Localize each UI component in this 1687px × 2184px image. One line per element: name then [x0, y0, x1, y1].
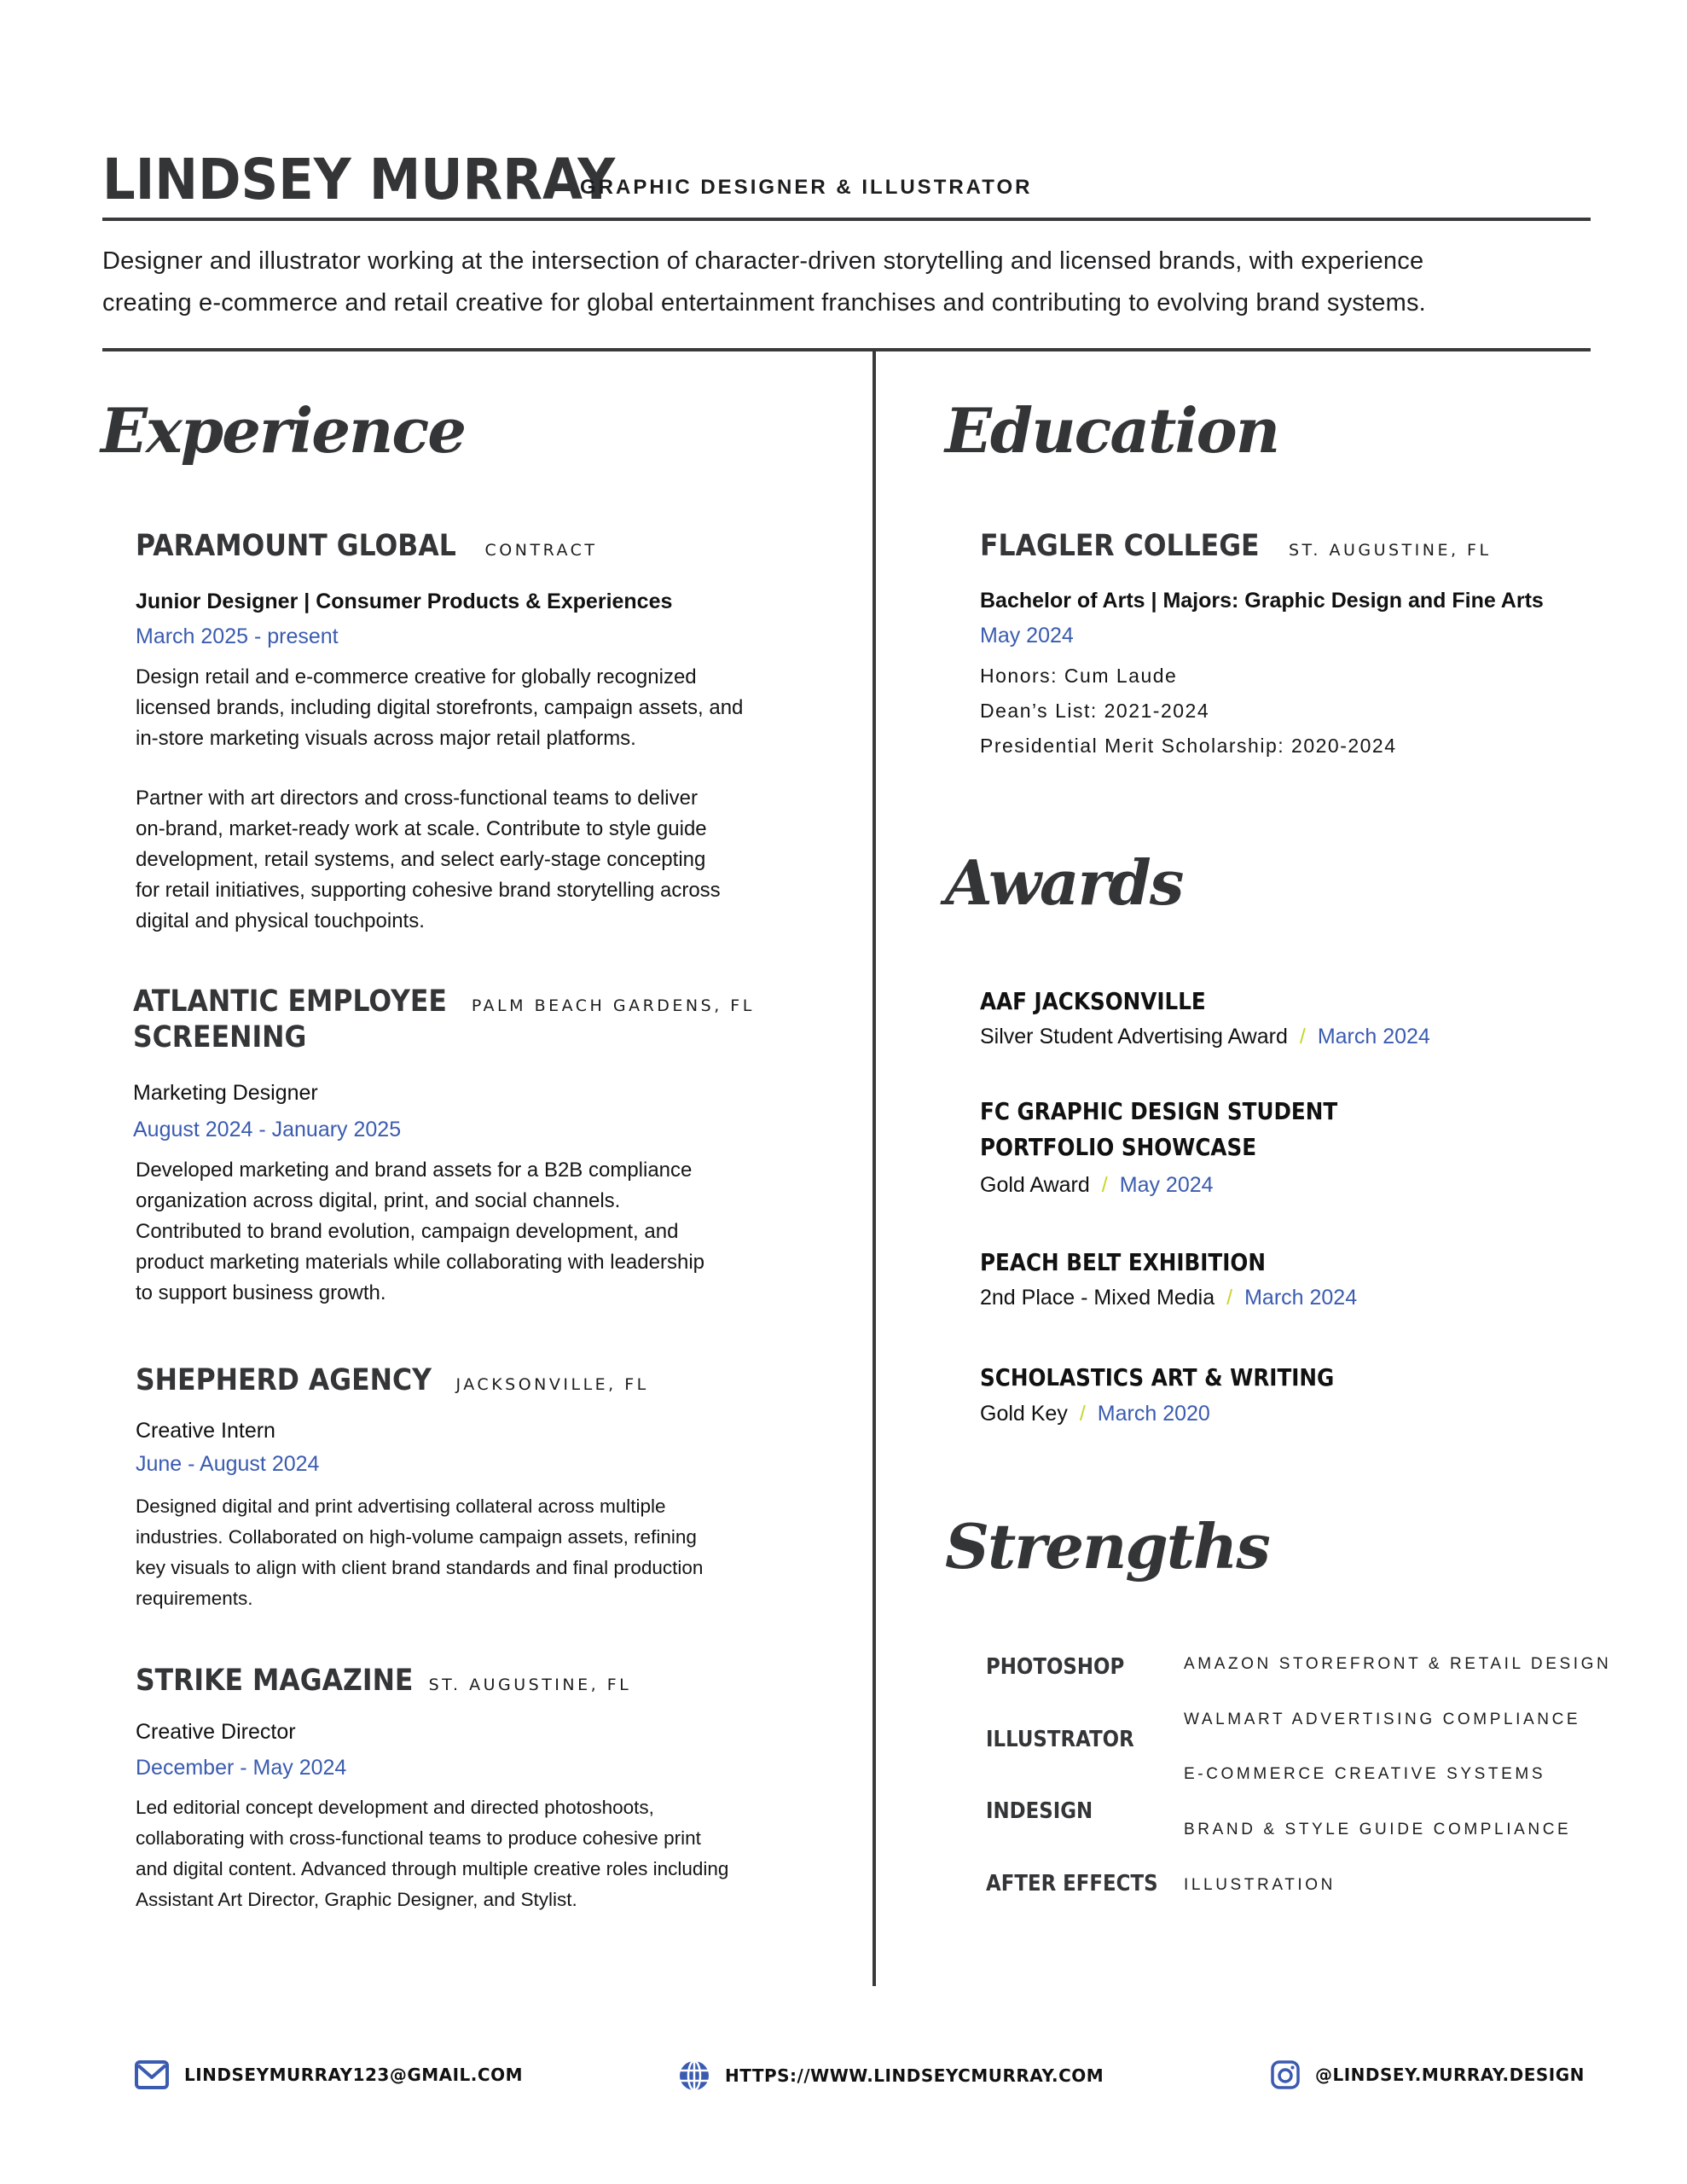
desc-line: industries. Collaborated on high-volume campaign assets, refining — [136, 1526, 697, 1548]
job-description — [136, 1155, 835, 1309]
graduation-date: May 2024 — [980, 624, 1074, 648]
job-description — [136, 1792, 835, 1915]
instagram-text[interactable]: @LINDSEY.MURRAY.DESIGN — [1315, 2065, 1585, 2085]
school-location: ST. AUGUSTINE, FL — [1288, 541, 1492, 560]
award-date: March 2020 — [1097, 1402, 1210, 1426]
award-date: May 2024 — [1119, 1173, 1214, 1197]
award-line — [980, 1173, 1214, 1198]
job-description — [136, 662, 835, 754]
desc-line: on-brand, market-ready work at scale. Contribute to style guide — [136, 817, 707, 840]
award-name: 2nd Place - Mixed Media — [980, 1286, 1215, 1310]
job-description — [136, 783, 835, 937]
education-header — [980, 529, 1492, 563]
award-title: PEACH BELT EXHIBITION — [980, 1248, 1266, 1276]
award-date: March 2024 — [1317, 1025, 1430, 1048]
honor-item: Dean’s List: 2021-2024 — [980, 700, 1210, 722]
desc-line: to support business growth. — [136, 1281, 386, 1304]
software-skill: AFTER EFFECTS — [986, 1871, 1158, 1896]
company-location: JACKSONVILLE, FL — [455, 1375, 649, 1394]
award-title-line2: PORTFOLIO SHOWCASE — [980, 1133, 1257, 1161]
award-date: March 2024 — [1244, 1286, 1358, 1310]
award-title: AAF JACKSONVILLE — [980, 987, 1206, 1015]
instagram-icon — [1271, 2060, 1300, 2089]
experience-heading: Experience — [101, 394, 466, 467]
job-dates: August 2024 - January 2025 — [133, 1118, 402, 1141]
job-role: Creative Director — [136, 1720, 296, 1744]
desc-line: Developed marketing and brand assets for a B2B compliance — [136, 1159, 693, 1182]
globe-icon — [679, 2060, 710, 2091]
award-title: SCHOLASTICS ART & WRITING — [980, 1363, 1335, 1391]
awards-heading: Awards — [945, 846, 1183, 919]
desc-line: Contributed to brand evolution, campaign development, and — [136, 1220, 679, 1243]
column-divider — [872, 350, 876, 1986]
company-name: PARAMOUNT GLOBAL — [136, 529, 456, 563]
company-name: SHEPHERD AGENCY — [136, 1363, 432, 1397]
desc-line: development, retail systems, and select early-stage concepting — [136, 848, 706, 871]
company-location: ST. AUGUSTINE, FL — [428, 1676, 632, 1694]
honor-item: Honors: Cum Laude — [980, 665, 1178, 687]
job-paramount-header — [136, 529, 598, 563]
desc-line: requirements. — [136, 1588, 253, 1609]
contact-instagram[interactable] — [1271, 2060, 1585, 2089]
desc-line: key visuals to align with client brand standards and final production — [136, 1557, 704, 1578]
desc-line: collaborating with cross-functional teams to produce cohesive print — [136, 1827, 701, 1849]
strength-item: WALMART ADVERTISING COMPLIANCE — [1184, 1711, 1581, 1728]
award-line — [980, 1286, 1357, 1310]
award-title: FC GRAPHIC DESIGN STUDENT — [980, 1097, 1338, 1125]
software-skill: PHOTOSHOP — [986, 1654, 1125, 1680]
summary-line-2: creating e-commerce and retail creative for global entertainment franchises and contributing to evolving brand systems. — [102, 289, 1426, 317]
summary-line-1: Designer and illustrator working at the intersection of character-driven storytelling and licensed brands, with experience — [102, 247, 1424, 275]
separator: / — [1101, 1173, 1108, 1197]
desc-line: Assistant Art Director, Graphic Designer, and Stylist. — [136, 1889, 577, 1910]
desc-line: for retail initiatives, supporting cohesive brand storytelling across — [136, 879, 721, 902]
contact-email[interactable] — [135, 2060, 523, 2089]
separator: / — [1226, 1286, 1233, 1310]
award-name: Gold Key — [980, 1402, 1068, 1426]
email-text[interactable]: LINDSEYMURRAY123@GMAIL.COM — [184, 2065, 523, 2085]
desc-line: Partner with art directors and cross-functional teams to deliver — [136, 787, 698, 810]
desc-line: Design retail and e-commerce creative for globally recognized — [136, 665, 697, 688]
company-name: STRIKE MAGAZINE — [136, 1664, 414, 1698]
honor-item: Presidential Merit Scholarship: 2020-2024 — [980, 735, 1397, 757]
summary-rule — [102, 348, 1591, 351]
desc-line: Led editorial concept development and directed photoshoots, — [136, 1797, 654, 1818]
software-skill: INDESIGN — [986, 1798, 1093, 1824]
job-dates: December - May 2024 — [136, 1756, 347, 1780]
award-line — [980, 1025, 1430, 1049]
school-name: FLAGLER COLLEGE — [980, 529, 1260, 563]
education-heading: Education — [945, 394, 1279, 467]
award-line — [980, 1402, 1210, 1426]
job-dates: June - August 2024 — [136, 1452, 320, 1476]
strengths-heading: Strengths — [945, 1510, 1269, 1583]
job-atlantic-header — [133, 985, 755, 1019]
job-description — [136, 1491, 835, 1614]
resume-subtitle: GRAPHIC DESIGNER & ILLUSTRATOR — [580, 176, 1033, 199]
separator: / — [1079, 1402, 1086, 1426]
degree: Bachelor of Arts | Majors: Graphic Design and Fine Arts — [980, 589, 1544, 613]
company-name-line2: SCREENING — [133, 1020, 307, 1054]
software-skill: ILLUSTRATOR — [986, 1727, 1134, 1752]
award-name: Gold Award — [980, 1173, 1090, 1197]
award-name: Silver Student Advertising Award — [980, 1025, 1288, 1048]
company-name: ATLANTIC EMPLOYEE — [133, 985, 447, 1019]
desc-line: digital and physical touchpoints. — [136, 909, 425, 932]
job-dates: March 2025 - present — [136, 624, 339, 648]
desc-line: in-store marketing visuals across major retail platforms. — [136, 727, 636, 750]
job-role: Junior Designer | Consumer Products & Experiences — [136, 590, 673, 613]
strength-item: ILLUSTRATION — [1184, 1876, 1336, 1894]
contact-website[interactable] — [679, 2060, 1104, 2091]
desc-line: licensed brands, including digital storefronts, campaign assets, and — [136, 696, 744, 719]
desc-line: and digital content. Advanced through multiple creative roles including — [136, 1858, 729, 1879]
desc-line: Designed digital and print advertising collateral across multiple — [136, 1496, 666, 1517]
header-rule — [102, 218, 1591, 221]
company-location: PALM BEACH GARDENS, FL — [471, 996, 755, 1015]
website-text[interactable]: HTTPS://WWW.LINDSEYCMURRAY.COM — [725, 2065, 1104, 2086]
job-shepherd-header — [136, 1363, 649, 1397]
job-role: Creative Intern — [136, 1419, 275, 1443]
strength-item: BRAND & STYLE GUIDE COMPLIANCE — [1184, 1821, 1572, 1838]
company-location: CONTRACT — [484, 541, 598, 560]
separator: / — [1299, 1025, 1306, 1048]
resume-name: LINDSEY MURRAY — [102, 147, 616, 212]
desc-line: product marketing materials while collaborating with leadership — [136, 1251, 704, 1274]
strength-item: E-COMMERCE CREATIVE SYSTEMS — [1184, 1765, 1546, 1783]
job-strike-header — [136, 1664, 631, 1698]
strength-item: AMAZON STOREFRONT & RETAIL DESIGN — [1184, 1655, 1612, 1673]
desc-line: organization across digital, print, and social channels. — [136, 1189, 621, 1212]
job-role: Marketing Designer — [133, 1081, 318, 1105]
envelope-icon — [135, 2060, 169, 2089]
